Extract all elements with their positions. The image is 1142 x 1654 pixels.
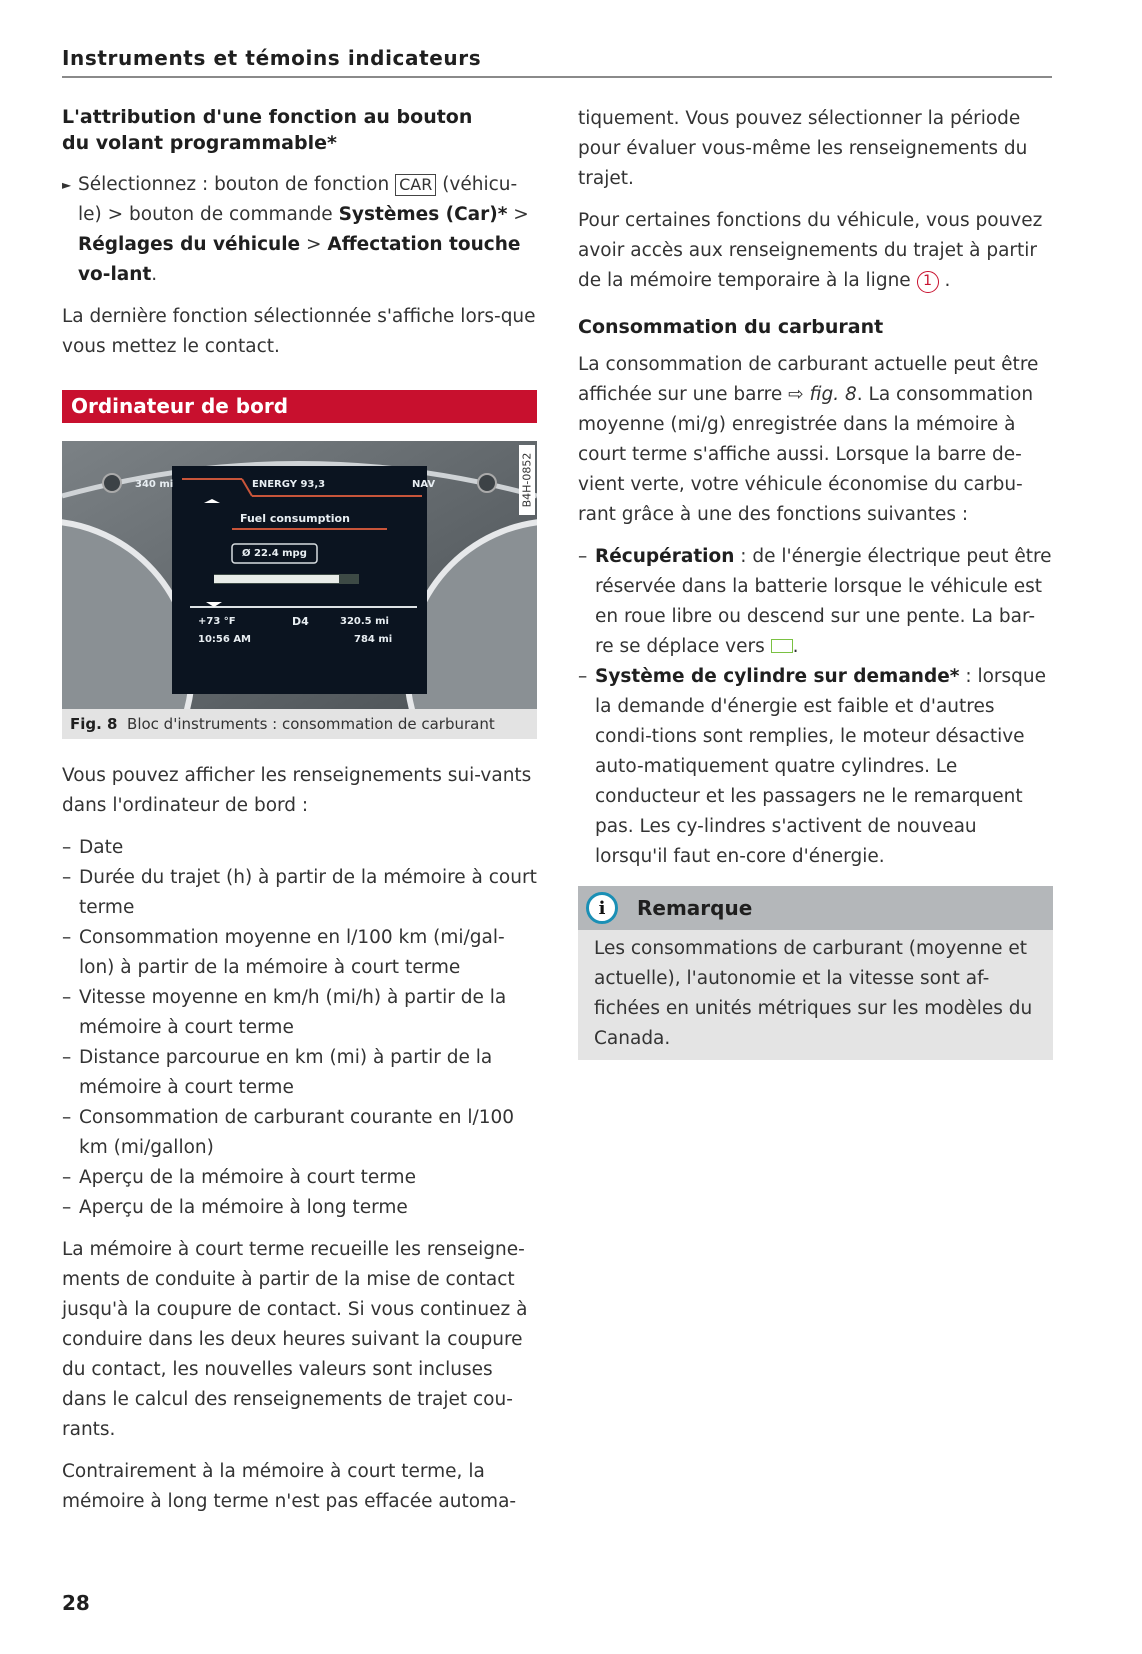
nav-readout: NAV — [412, 479, 436, 490]
trip-distance: 320.5 mi — [340, 616, 389, 627]
chapter-title: Instruments et témoins indicateurs — [62, 46, 482, 70]
temperature: +73 °F — [198, 616, 236, 627]
paragraph-continued: tiquement. Vous pouvez sélectionner la période pour évaluer vous-même les renseignements du trajet. — [578, 108, 1028, 189]
figure-reference-code: B4H-0852 — [519, 445, 535, 515]
range-readout: 340 mi — [135, 479, 174, 490]
list-item: – Consommation moyenne en l/100 km (mi/gal-lon) à partir de la mémoire à court terme — [62, 927, 505, 978]
figure-link[interactable]: fig. 8 — [809, 384, 857, 405]
figure-caption: Fig. 8 Bloc d'instruments : consommation de carburant — [62, 709, 537, 739]
page-header — [62, 46, 1052, 78]
paragraph-long-term-memory: Contrairement à la mémoire à court terme, la mémoire à long terme n'est pas effacée automa- — [62, 1461, 517, 1512]
note-body: Les consommations de carburant (moyenne et actuelle), l'autonomie et la vitesse sont af-fichées en unités métriques sur les modèles du Canada. — [594, 938, 1033, 1049]
paragraph-fuel-consumption: La consommation de carburant actuelle peut être affichée sur une barre ⇨ fig. 8. La consommation moyenne (mi/g) enregistrée dans la mémoire à court terme s'affiche aussi. Lorsque la barre de-vient verte, votre véhicule économise du carbu-rant grâce à une des fonctions suivantes : — [578, 354, 1039, 525]
left-column — [62, 104, 537, 1529]
paragraph-short-term-memory: La mémoire à court terme recueille les renseigne-ments de conduite à partir de la mise de contact jusqu'à la coupure de contact. Si vous continuez à conduire dans les deux heures suivant la coupure du contact, les nouvelles valeurs sont incluses dans le calcul des renseignements de trajet cou-rants. — [62, 1239, 528, 1440]
list-item: – Aperçu de la mémoire à court terme — [62, 1167, 416, 1188]
info-icon: i — [586, 892, 618, 924]
list-item: – Distance parcourue en km (mi) à partir de la mémoire à court terme — [62, 1047, 493, 1098]
gear-indicator: D4 — [292, 615, 309, 628]
display-title: Fuel consumption — [240, 512, 350, 525]
list-item: – Consommation de carburant courante en l/100 km (mi/gallon) — [62, 1107, 515, 1158]
figure-instrument-cluster — [62, 441, 537, 709]
section-heading-fuel-consumption: Consommation du carburant — [578, 316, 884, 338]
dashboard-display — [62, 441, 537, 709]
trip-info-list — [62, 833, 537, 1223]
feature-list — [578, 542, 1053, 872]
paragraph-intro-list: Vous pouvez afficher les renseignements sui-vants dans l'ordinateur de bord : — [62, 765, 532, 816]
clock: 10:56 AM — [198, 634, 252, 645]
instruction-step: ► Sélectionnez : bouton de fonction CAR (véhicu-le) > bouton de commande Systèmes (Car)* > Réglages du véhicule > Affectation touche vo-lant. — [62, 170, 537, 290]
note-box — [578, 886, 1053, 1060]
list-item: – Vitesse moyenne en km/h (mi/h) à partir de la mémoire à court terme — [62, 987, 507, 1038]
list-item: – Durée du trajet (h) à partir de la mémoire à court terme — [62, 867, 537, 918]
page-number: 28 — [62, 1591, 90, 1615]
section-banner-trip-computer: Ordinateur de bord — [62, 390, 537, 423]
note-title: Remarque — [637, 896, 753, 920]
list-item-cylinder-on-demand: – Système de cylindre sur demande* : lorsque la demande d'énergie est faible et d'autres condi-tions sont remplies, le moteur désactive auto-matiquement quatre cylindres. Le conducteur et les passagers ne le remarquent pas. Les cy-lindres s'activent de nouveau lorsqu'il faut en-core d'énergie. — [578, 666, 1047, 867]
car-key-label: CAR — [395, 174, 436, 196]
battery-icon — [771, 639, 793, 653]
step-arrow-icon: ► — [62, 178, 72, 192]
note-header — [578, 886, 1053, 930]
list-item: – Aperçu de la mémoire à long terme — [62, 1197, 408, 1218]
section-heading-programmable-button: L'attribution d'une fonction au bouton du volant programmable* — [62, 106, 473, 154]
energy-readout: ENERGY 93,3 — [252, 479, 326, 490]
odometer: 784 mi — [354, 634, 393, 645]
right-column — [578, 104, 1053, 1060]
list-item-recuperation: – Récupération : de l'énergie électrique peut être réservée dans la batterie lorsque le véhicule est en roue libre ou descend sur une pente. La bar-re se déplace vers . — [578, 546, 1052, 657]
list-item: – Date — [62, 837, 124, 858]
avg-consumption: Ø 22.4 mpg — [242, 548, 307, 559]
paragraph-temporary-memory: Pour certaines fonctions du véhicule, vous pouvez avoir accès aux renseignements du trajet à partir de la mémoire temporaire à la ligne 1 . — [578, 210, 1043, 291]
paragraph-last-function: La dernière fonction sélectionnée s'affiche lors-que vous mettez le contact. — [62, 306, 536, 357]
callout-number-icon: 1 — [917, 271, 939, 293]
